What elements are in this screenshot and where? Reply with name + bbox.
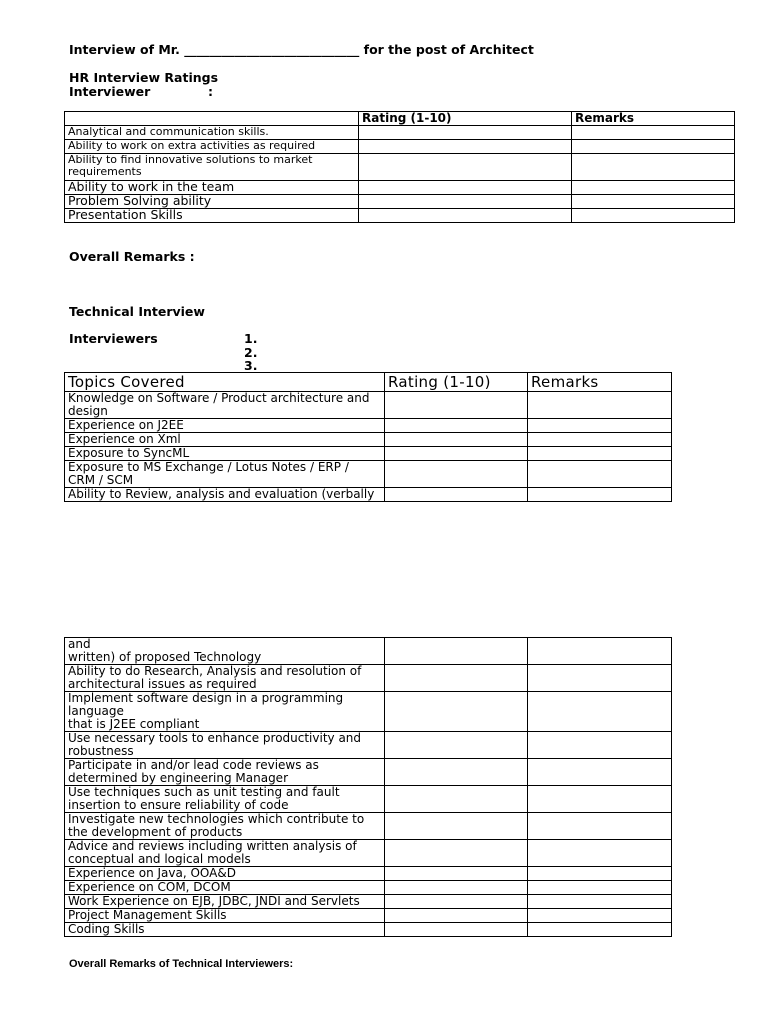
tech-row-label-line: Ability to do Research, Analysis and resolution of bbox=[68, 664, 362, 678]
tech-row-label-line: language bbox=[68, 704, 124, 718]
hr-row-label: Ability to work on extra activities as required bbox=[65, 140, 359, 154]
tech-row-label-line: insertion to ensure reliability of code bbox=[68, 798, 289, 812]
hr-rating-cell[interactable] bbox=[359, 154, 572, 181]
hr-col-rating: Rating (1-10) bbox=[359, 112, 572, 126]
tech-remarks-cell[interactable] bbox=[528, 786, 672, 813]
tech-rating-cell[interactable] bbox=[385, 759, 528, 786]
tech-row-label-line: Implement software design in a programming bbox=[68, 691, 344, 705]
tech-row-label-line: architectural issues as required bbox=[68, 677, 257, 691]
tech-rating-cell[interactable] bbox=[385, 461, 528, 488]
interviewers-label: Interviewers bbox=[69, 331, 158, 346]
tech-row-label-line: Use necessary tools to enhance productivity and bbox=[68, 731, 362, 745]
tech-row-label-line: Exposure to MS Exchange / Lotus Notes / ERP / bbox=[68, 460, 349, 474]
tech-row-label-line: Experience on COM, DCOM bbox=[68, 880, 231, 894]
hr-rating-cell[interactable] bbox=[359, 195, 572, 209]
tech-row-label-line: and bbox=[68, 637, 91, 651]
hr-remarks-cell[interactable] bbox=[572, 181, 735, 195]
tech-row-label bbox=[65, 867, 385, 881]
tech-row-label bbox=[65, 665, 385, 692]
hr-row-label: Analytical and communication skills. bbox=[65, 126, 359, 140]
tech-row-label bbox=[65, 419, 385, 433]
tech-rating-cell[interactable] bbox=[385, 909, 528, 923]
hr-remarks-cell[interactable] bbox=[572, 154, 735, 181]
tech-row-label-line: Investigate new technologies which contribute to bbox=[68, 812, 365, 826]
hr-remarks-cell[interactable] bbox=[572, 140, 735, 154]
tech-row-label-line: determined by engineering Manager bbox=[68, 771, 289, 785]
tech-col-topics: Topics Covered bbox=[65, 373, 385, 392]
tech-row-label-line: written) of proposed Technology bbox=[68, 650, 262, 664]
technical-section-title: Technical Interview bbox=[69, 304, 205, 319]
hr-rating-cell[interactable] bbox=[359, 209, 572, 223]
tech-rating-cell[interactable] bbox=[385, 881, 528, 895]
tech-row-label bbox=[65, 392, 385, 419]
hr-remarks-cell[interactable] bbox=[572, 195, 735, 209]
tech-row-label-line: Use techniques such as unit testing and fault bbox=[68, 785, 340, 799]
hr-row-label-line: Ability to find innovative solutions to market bbox=[68, 153, 313, 166]
tech-rating-cell[interactable] bbox=[385, 840, 528, 867]
interviewer-colon: : bbox=[208, 84, 213, 99]
tech-remarks-cell[interactable] bbox=[528, 909, 672, 923]
interviewer-label: Interviewer bbox=[69, 84, 151, 99]
hr-remarks-cell[interactable] bbox=[572, 209, 735, 223]
tech-row-label-line: robustness bbox=[68, 744, 134, 758]
tech-remarks-cell[interactable] bbox=[528, 867, 672, 881]
tech-rating-cell[interactable] bbox=[385, 665, 528, 692]
tech-row-label-line: Exposure to SyncML bbox=[68, 446, 190, 460]
tech-row-label bbox=[65, 813, 385, 840]
tech-remarks-cell[interactable] bbox=[528, 840, 672, 867]
overall-remarks-label: Overall Remarks : bbox=[69, 249, 195, 264]
tech-rating-cell[interactable] bbox=[385, 923, 528, 937]
hr-rating-cell[interactable] bbox=[359, 126, 572, 140]
interviewer-number: 2. bbox=[244, 345, 258, 360]
tech-row-label-line: the development of products bbox=[68, 825, 243, 839]
tech-row-label bbox=[65, 692, 385, 732]
tech-rating-cell[interactable] bbox=[385, 732, 528, 759]
interview-of-line: Interview of Mr. ____________________________ for the post of Architect bbox=[69, 42, 534, 57]
tech-rating-cell[interactable] bbox=[385, 813, 528, 840]
tech-rating-cell[interactable] bbox=[385, 392, 528, 419]
tech-row-label bbox=[65, 840, 385, 867]
hr-col-remarks: Remarks bbox=[572, 112, 735, 126]
tech-rating-cell[interactable] bbox=[385, 786, 528, 813]
tech-remarks-cell[interactable] bbox=[528, 461, 672, 488]
tech-row-label bbox=[65, 732, 385, 759]
tech-remarks-cell[interactable] bbox=[528, 759, 672, 786]
tech-row-label-line: Coding Skills bbox=[68, 922, 145, 936]
hr-col-topic bbox=[65, 112, 359, 126]
tech-row-label-line: CRM / SCM bbox=[68, 473, 134, 487]
tech-col-remarks: Remarks bbox=[528, 373, 672, 392]
tech-remarks-cell[interactable] bbox=[528, 447, 672, 461]
tech-row-label bbox=[65, 759, 385, 786]
tech-remarks-cell[interactable] bbox=[528, 923, 672, 937]
interviewer-number: 3. bbox=[244, 358, 258, 373]
tech-row-label bbox=[65, 881, 385, 895]
tech-row-label-line: Participate in and/or lead code reviews as bbox=[68, 758, 319, 772]
hr-section-title: HR Interview Ratings bbox=[69, 70, 219, 85]
tech-rating-cell[interactable] bbox=[385, 419, 528, 433]
tech-row-label-line: Ability to Review, analysis and evaluation (verbally bbox=[68, 487, 375, 501]
hr-row-label: Presentation Skills bbox=[65, 209, 359, 223]
tech-row-label bbox=[65, 786, 385, 813]
tech-row-label bbox=[65, 461, 385, 488]
hr-row-label bbox=[65, 154, 359, 181]
tech-row-label-line: Work Experience on EJB, JDBC, JNDI and Servlets bbox=[68, 894, 360, 908]
tech-row-label bbox=[65, 895, 385, 909]
tech-remarks-cell[interactable] bbox=[528, 813, 672, 840]
tech-row-label-line: Knowledge on Software / Product architecture and bbox=[68, 391, 370, 405]
hr-row-label-line: requirements bbox=[68, 165, 142, 178]
tech-row-label bbox=[65, 909, 385, 923]
tech-remarks-cell[interactable] bbox=[528, 881, 672, 895]
tech-row-label-line: that is J2EE compliant bbox=[68, 717, 200, 731]
hr-ratings-table bbox=[64, 111, 735, 223]
tech-row-label bbox=[65, 923, 385, 937]
tech-remarks-cell[interactable] bbox=[528, 732, 672, 759]
hr-rating-cell[interactable] bbox=[359, 181, 572, 195]
tech-rating-cell[interactable] bbox=[385, 692, 528, 732]
tech-col-rating: Rating (1-10) bbox=[385, 373, 528, 392]
tech-row-label-line: Project Management Skills bbox=[68, 908, 227, 922]
hr-row-label: Problem Solving ability bbox=[65, 195, 359, 209]
tech-remarks-cell[interactable] bbox=[528, 895, 672, 909]
tech-remarks-cell[interactable] bbox=[528, 692, 672, 732]
tech-remarks-cell[interactable] bbox=[528, 419, 672, 433]
tech-rating-cell[interactable] bbox=[385, 867, 528, 881]
tech-row-label-line: Experience on J2EE bbox=[68, 418, 184, 432]
tech-row-label bbox=[65, 447, 385, 461]
tech-rating-cell[interactable] bbox=[385, 447, 528, 461]
tech-remarks-cell[interactable] bbox=[528, 433, 672, 447]
tech-row-label bbox=[65, 488, 385, 502]
interviewer-number: 1. bbox=[244, 331, 258, 346]
technical-topics-table-continued bbox=[64, 637, 672, 937]
tech-rating-cell[interactable] bbox=[385, 638, 528, 665]
tech-row-label-line: conceptual and logical models bbox=[68, 852, 251, 866]
tech-rating-cell[interactable] bbox=[385, 488, 528, 502]
tech-remarks-cell[interactable] bbox=[528, 392, 672, 419]
technical-topics-table bbox=[64, 372, 672, 502]
overall-technical-remarks-label: Overall Remarks of Technical Interviewers: bbox=[69, 958, 294, 970]
hr-row-label: Ability to work in the team bbox=[65, 181, 359, 195]
tech-row-label-line: design bbox=[68, 404, 108, 418]
hr-remarks-cell[interactable] bbox=[572, 126, 735, 140]
tech-rating-cell[interactable] bbox=[385, 895, 528, 909]
tech-remarks-cell[interactable] bbox=[528, 488, 672, 502]
tech-remarks-cell[interactable] bbox=[528, 638, 672, 665]
hr-rating-cell[interactable] bbox=[359, 140, 572, 154]
tech-remarks-cell[interactable] bbox=[528, 665, 672, 692]
tech-row-label bbox=[65, 638, 385, 665]
tech-row-label-line: Experience on Xml bbox=[68, 432, 181, 446]
tech-row-label bbox=[65, 433, 385, 447]
tech-row-label-line: Advice and reviews including written analysis of bbox=[68, 839, 357, 853]
tech-row-label-line: Experience on Java, OOA&D bbox=[68, 866, 236, 880]
tech-rating-cell[interactable] bbox=[385, 433, 528, 447]
